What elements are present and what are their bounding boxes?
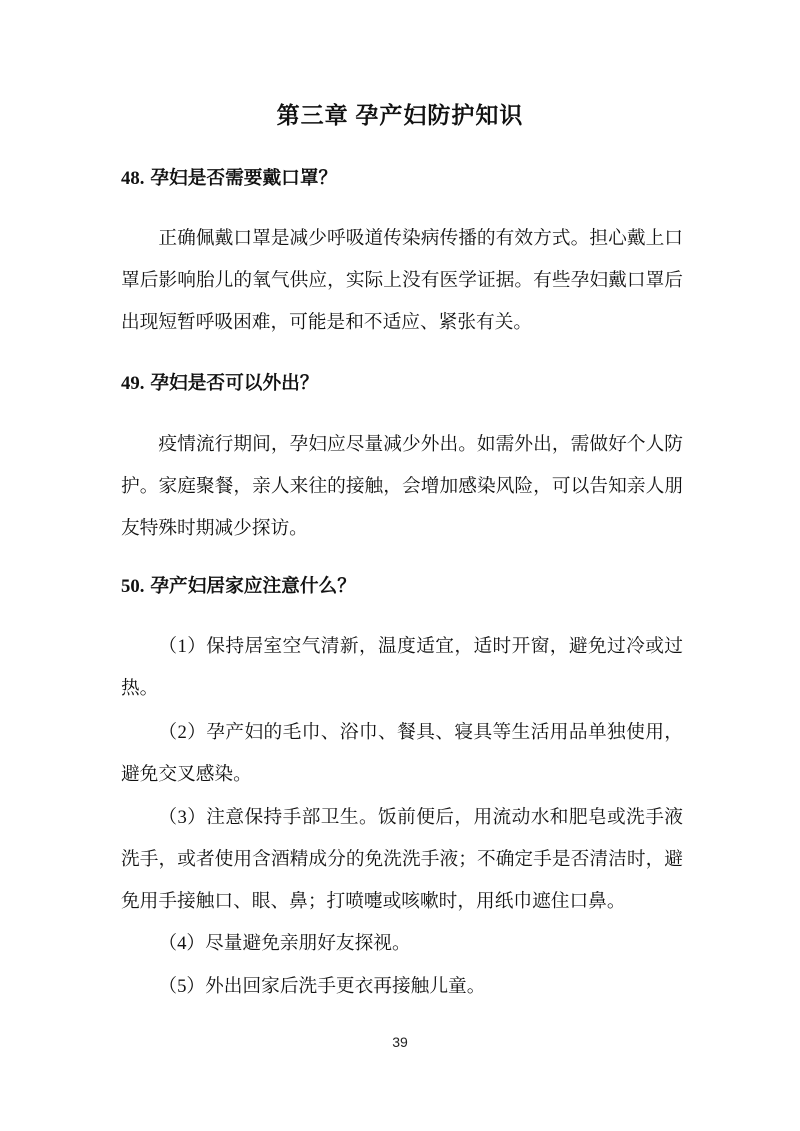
answer-50-item-2: （2）孕产妇的毛巾、浴巾、餐具、寝具等生活用品单独使用，避免交叉感染。: [121, 722, 683, 785]
question-50-text: 孕产妇居家应注意什么？: [150, 576, 356, 597]
answer-48-paragraph: 正确佩戴口罩是减少呼吸道传染病传播的有效方式。担心戴上口罩后影响胎儿的氧气供应，实际上没有医学证据。有些孕妇戴口罩后出现短暂呼吸困难，可能是和不适应、紧张有关。: [121, 228, 683, 333]
question-50-number: 50.: [121, 576, 145, 597]
answer-50-item-3: （3）注意保持手部卫生。饭前便后，用流动水和肥皂或洗手液洗手，或者使用含酒精成分的免洗洗手液；不确定手是否清洁时，避免用手接触口、眼、鼻；打喷嚏或咳嗽时，用纸巾遮住口鼻。: [121, 807, 683, 912]
question-48-text: 孕妇是否需要戴口罩？: [150, 168, 338, 189]
question-48-number: 48.: [121, 168, 145, 189]
question-48-heading: [121, 158, 683, 200]
chapter-title: 第三章 孕产妇防护知识: [276, 103, 524, 128]
answer-49-paragraph: 疫情流行期间，孕妇应尽量减少外出。如需外出，需做好个人防护。家庭聚餐，亲人来往的接触，会增加感染风险，可以告知亲人朋友特殊时期减少探访。: [121, 434, 683, 539]
answer-50-item-1: （1）保持居室空气清新，温度适宜，适时开窗，避免过冷或过热。: [121, 636, 683, 699]
question-49-text: 孕妇是否可以外出？: [150, 373, 319, 394]
question-49-heading: [121, 363, 683, 405]
answer-50-item-5: （5）外出回家后洗手更衣再接触儿童。: [158, 976, 486, 997]
question-49-number: 49.: [121, 373, 145, 394]
question-50-heading: [121, 566, 683, 608]
page-number: 39: [392, 1034, 408, 1050]
answer-50-item-4: （4）尽量避免亲朋好友探视。: [158, 933, 411, 954]
